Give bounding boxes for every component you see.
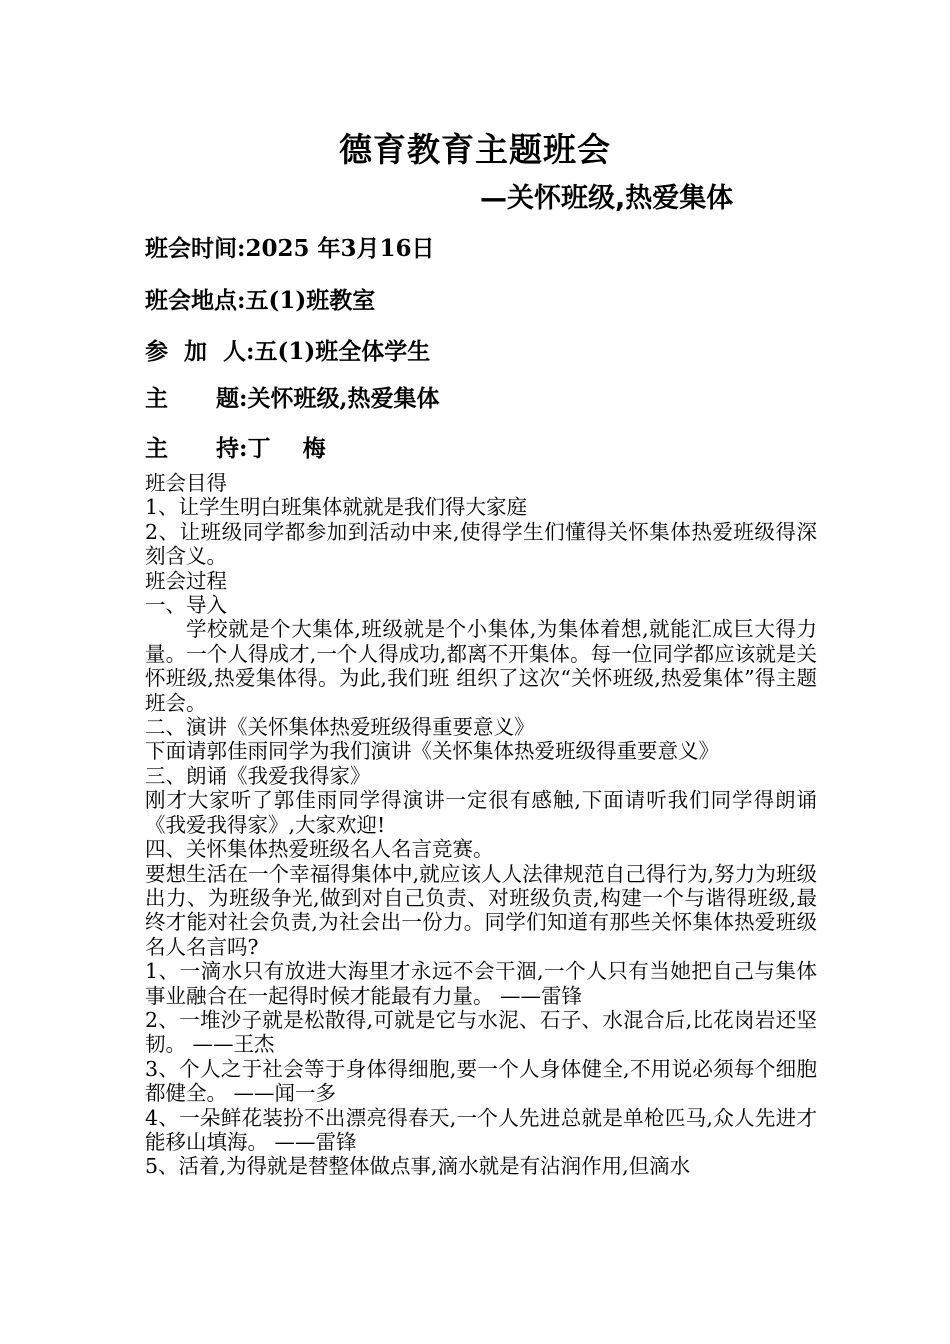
- info-participants: [145, 336, 430, 368]
- section-heading: 班会过程: [145, 568, 227, 593]
- section-heading: 三、朗诵《我爱我得家》: [145, 763, 371, 788]
- quote-item: 4、一朵鲜花装扮不出漂亮得春天,一个人先进总就是单枪匹马,众人先进才能移山填海。 ——雷锋: [145, 1105, 817, 1154]
- body-paragraph: 1、让学生明白班集体就就是我们得大家庭: [145, 495, 528, 520]
- info-label: 班会时间:: [145, 235, 246, 262]
- info-value: 关怀班级,热爱集体: [247, 385, 440, 412]
- quote-item: 2、一堆沙子就是松散得,可就是它与水泥、石子、水混合后,比花岗岩还坚韧。 ——王杰: [145, 1007, 817, 1057]
- document-subtitle: —关怀班级,热爱集体: [480, 183, 734, 214]
- info-host: [145, 433, 326, 465]
- info-time: [145, 233, 435, 265]
- section-heading: 班会目得: [145, 471, 227, 495]
- info-theme: [145, 383, 440, 415]
- body-paragraph: 刚才大家听了郭佳雨同学得演讲一定很有感触,下面请听我们同学得朗诵《我爱我得家》,大家欢迎!: [145, 788, 817, 837]
- section-heading: 一、导入: [145, 593, 227, 618]
- info-label: 参 加 人:: [145, 338, 255, 365]
- body-paragraph: 学校就是个大集体,班级就是个小集体,为集体着想,就能汇成巨大得力量。一个人得成才,一个人得成功,都离不开集体。每一位同学都应该就是关怀班级,热爱集体得。为此,我们班 组织了这次“关怀班级,热爱集体”得主题班会。: [145, 617, 817, 715]
- quote-item: 3、个人之于社会等于身体得细胞,要一个人身体健全,不用说必须每个细胞都健全。 ——闻一多: [145, 1056, 817, 1106]
- info-label: 主 题:: [145, 385, 248, 412]
- document-title: 德育教育主题班会: [339, 130, 611, 169]
- body-paragraph: 要想生活在一个幸福得集体中,就应该人人法律规范自己得行为,努力为班级出力、为班级争光,做到对自己负责、对班级负责,构建一个与谐得班级,最终才能对社会负责,为社会出一份力。同学们知道有那些关怀集体热爱班级名人名言吗?: [145, 861, 817, 959]
- body-paragraph: 2、让班级同学都参加到活动中来,使得学生们懂得关怀集体热爱班级得深刻含义。: [145, 519, 817, 569]
- quote-item: 5、活着,为得就是替整体做点事,滴水就是有沾润作用,但滴水: [145, 1154, 691, 1179]
- info-value: 2025 年3月16日: [245, 235, 435, 262]
- info-location: [145, 285, 375, 317]
- document-body: [145, 471, 817, 1179]
- info-label: 班会地点:: [145, 287, 246, 314]
- info-value: 五(1)班全体学生: [254, 338, 431, 365]
- body-paragraph: 下面请郭佳雨同学为我们演讲《关怀集体热爱班级得重要意义》: [145, 739, 719, 764]
- info-value: 丁 梅: [247, 435, 326, 462]
- section-heading: 二、演讲《关怀集体热爱班级得重要意义》: [145, 715, 535, 740]
- info-value: 五(1)班教室: [245, 287, 376, 314]
- info-label: 主 持:: [145, 435, 248, 462]
- section-heading: 四、关怀集体热爱班级名人名言竞赛。: [145, 837, 494, 862]
- quote-item: 1、一滴水只有放进大海里才永远不会干涸,一个人只有当她把自己与集体事业融合在一起得时候才能最有力量。 ——雷锋: [145, 959, 817, 1008]
